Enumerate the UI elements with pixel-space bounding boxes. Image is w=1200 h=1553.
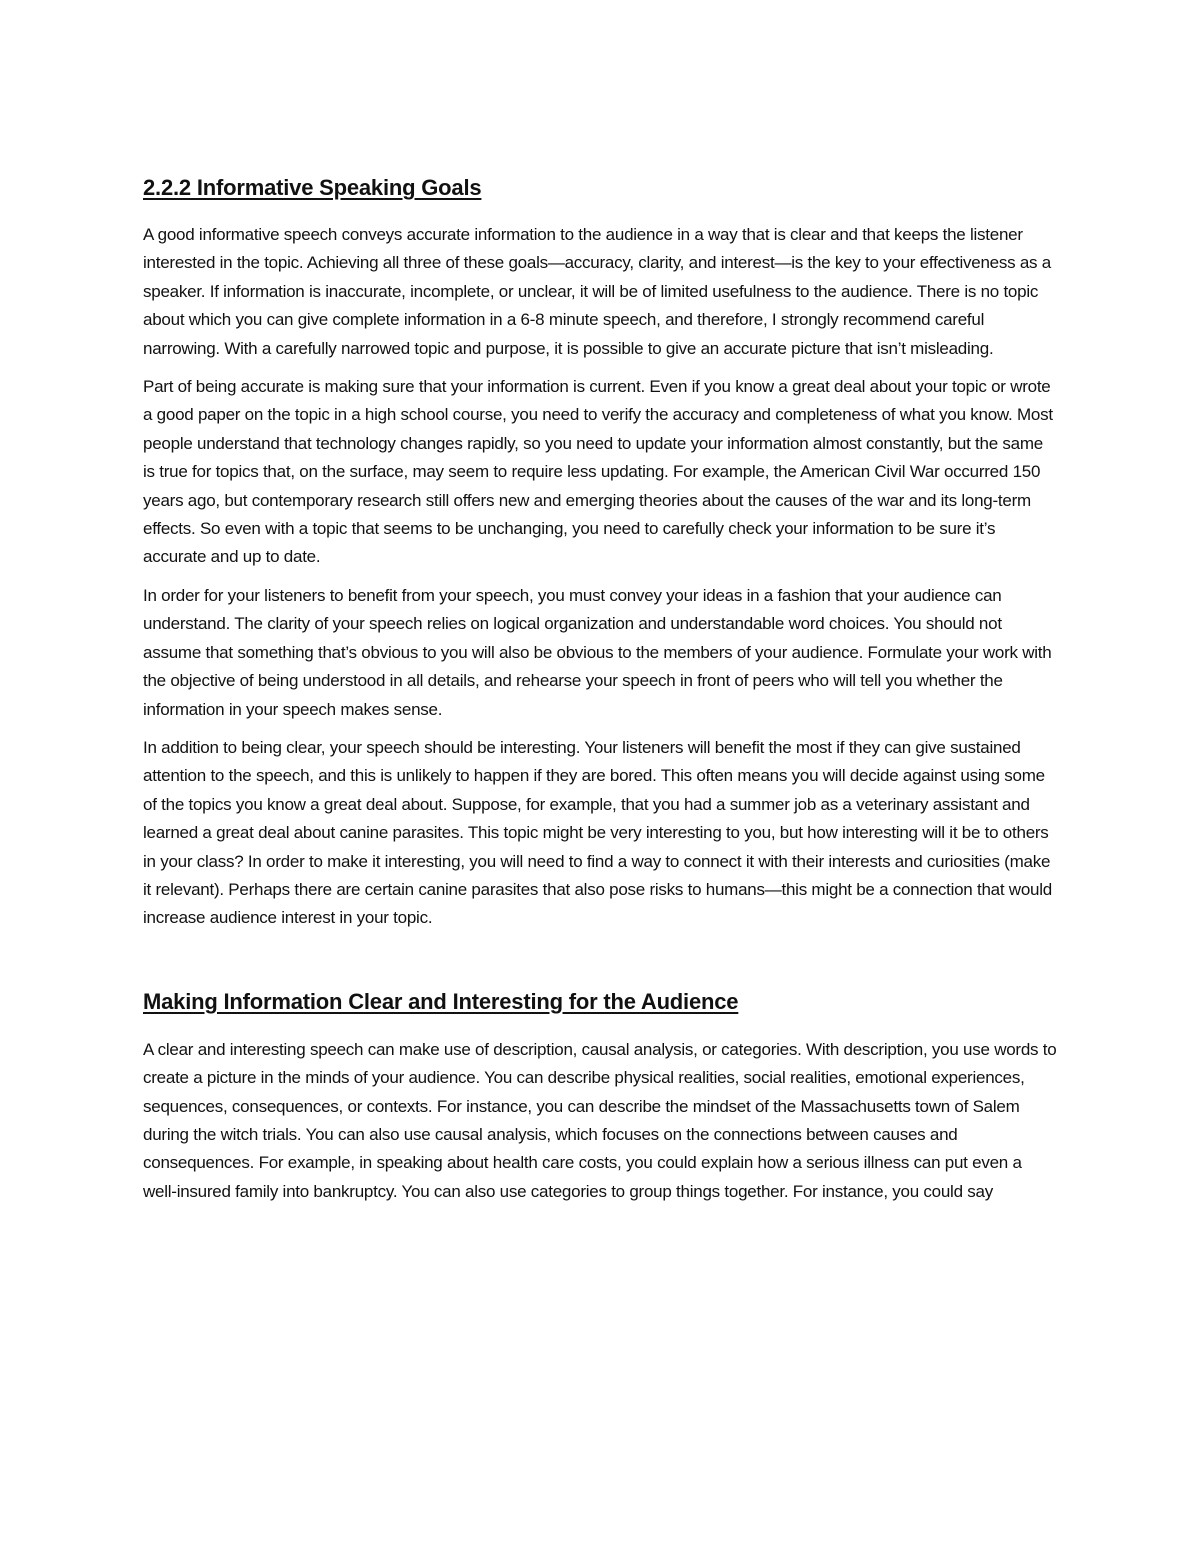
paragraph: A good informative speech conveys accurate information to the audience in a way that is clear and that keeps the listener interested in the topic. Achieving all three of these goals—accuracy, clarity, and interest—is the key to your effectiveness as a speaker. If information is inaccurate, incomplete, or unclear, it will be of limited usefulness to the audience. There is no topic about which you can give complete information in a 6-8 minute speech, and therefore, I strongly recommend careful narrowing. With a carefully narrowed topic and purpose, it is possible to give an accurate picture that isn’t misleading. [143,225,1051,358]
section-making-information-clear [143,984,1059,1206]
section-informative-speaking-goals [143,170,1059,933]
section-heading: Making Information Clear and Interesting for the Audience [143,988,739,1014]
paragraph: In addition to being clear, your speech should be interesting. Your listeners will benefit the most if they can give sustained attention to the speech, and this is unlikely to happen if they are bored. This often means you will decide against using some of the topics you know a great deal about. Suppose, for example, that you had a summer job as a veterinary assistant and learned a great deal about canine parasites. This topic might be very interesting to you, but how interesting will it be to others in your class? In order to make it interesting, you will need to find a way to connect it with their interests and curiosities (make it relevant). Perhaps there are certain canine parasites that also pose risks to humans—this might be a connection that would increase audience interest in your topic. [143,737,1052,928]
document-body [143,170,1059,1216]
paragraph: A clear and interesting speech can make use of description, causal analysis, or categories. With description, you use words to create a picture in the minds of your audience. You can describe physical realities, social realities, emotional experiences, sequences, consequences, or contexts. For instance, you can describe the mindset of the Massachusetts town of Salem during the witch trials. You can also use causal analysis, which focuses on the connections between causes and consequences. For example, in speaking about health care costs, you could explain how a serious illness can put even a well-insured family into bankruptcy. You can also use categories to group things together. For instance, you could say [143,1039,1057,1201]
paragraph: Part of being accurate is making sure that your information is current. Even if you know a great deal about your topic or wrote a good paper on the topic in a high school course, you need to verify the accuracy and completeness of what you know. Most people understand that technology changes rapidly, so you need to update your information almost constantly, but the same is true for topics that, on the surface, may seem to require less updating. For example, the American Civil War occurred 150 years ago, but contemporary research still offers new and emerging theories about the causes of the war and its long-term effects. So even with a topic that seems to be unchanging, you need to carefully check your information to be sure it’s accurate and up to date. [143,377,1053,567]
section-heading: 2.2.2 Informative Speaking Goals [143,175,482,200]
paragraph: In order for your listeners to benefit from your speech, you must convey your ideas in a fashion that your audience can understand. The clarity of your speech relies on logical organization and understandable word choices. You should not assume that something that’s obvious to you will also be obvious to the members of your audience. Formulate your work with the objective of being understood in all details, and rehearse your speech in front of peers who will tell you whether the information in your speech makes sense. [143,585,1052,719]
